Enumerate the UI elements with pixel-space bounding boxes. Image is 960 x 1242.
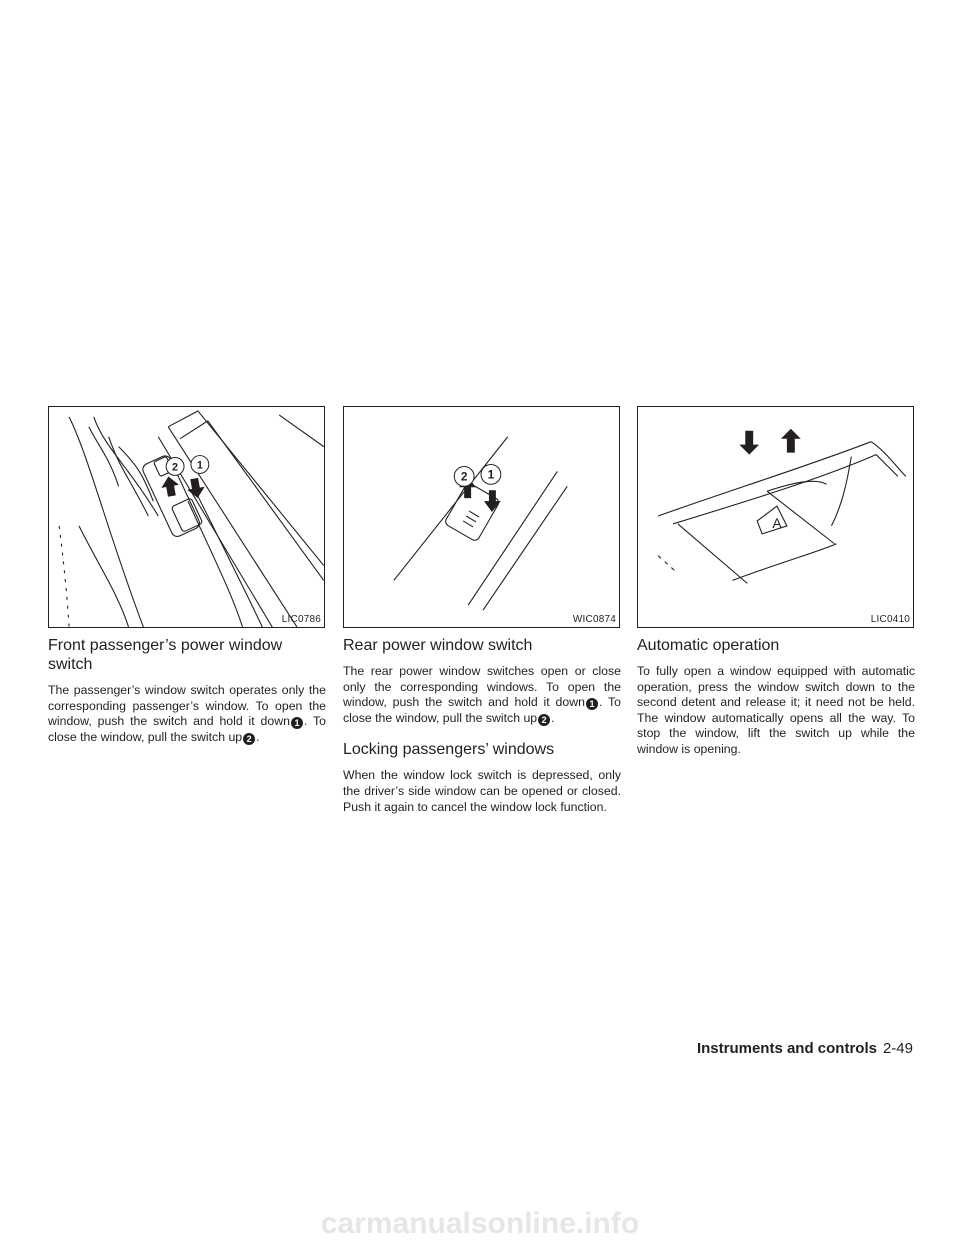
callout-ref-1: 1	[291, 717, 303, 729]
section-body: The rear power window switches open or close only the corresponding windows. To open the window, push the switch and hold it down 1 . To close the window, pull the switch up 2 .	[343, 664, 621, 725]
figure-code: WIC0874	[572, 614, 616, 625]
rear-switch-illustration	[344, 407, 619, 627]
callout-2: 2	[172, 461, 179, 474]
figure-code: LIC0410	[870, 614, 910, 625]
figure-front-passenger-switch	[48, 406, 325, 628]
section-heading: Front passenger’s power window switch	[48, 637, 283, 673]
page-footer	[697, 1040, 913, 1057]
section-heading: Rear power window switch	[343, 637, 533, 654]
callout-1: 1	[487, 467, 495, 482]
footer-section-title: Instruments and controls	[696, 1040, 877, 1057]
figure-automatic-switch	[637, 406, 914, 628]
callout-ref-2: 2	[243, 733, 255, 745]
section-heading-locking: Locking passengers’ windows	[343, 741, 555, 759]
callout-2: 2	[460, 469, 468, 484]
section-body-locking: When the window lock switch is depressed, only the driver’s side window can be opened or closed. Push it again to cancel the window lock function.	[343, 768, 621, 814]
section-rear	[343, 636, 621, 825]
callout-ref-2: 2	[538, 714, 550, 726]
section-automatic	[637, 636, 915, 768]
auto-switch-label: A	[772, 514, 782, 531]
section-body: To fully open a window equipped with automatic operation, press the window switch down to the second detent and release it; it need not be held. The window automatically opens all the way. To stop the window, lift the switch up while the window is opening.	[637, 664, 915, 756]
figure-rear-switch	[343, 406, 620, 628]
section-body: The passenger’s window switch operates only the corresponding passenger’s window. To open the window, push the switch and hold it down 1 . To close the window, pull the switch up 2 .	[48, 683, 326, 744]
automatic-switch-illustration	[638, 407, 913, 627]
front-passenger-switch-illustration	[49, 407, 324, 627]
figure-code: LIC0786	[281, 614, 321, 625]
callout-ref-1: 1	[586, 698, 598, 710]
section-front-passenger	[48, 636, 326, 755]
callout-1: 1	[196, 459, 203, 472]
page-number: 2-49	[882, 1040, 913, 1057]
watermark: carmanualsonline.info	[320, 1207, 640, 1240]
section-heading: Automatic operation	[637, 637, 780, 654]
